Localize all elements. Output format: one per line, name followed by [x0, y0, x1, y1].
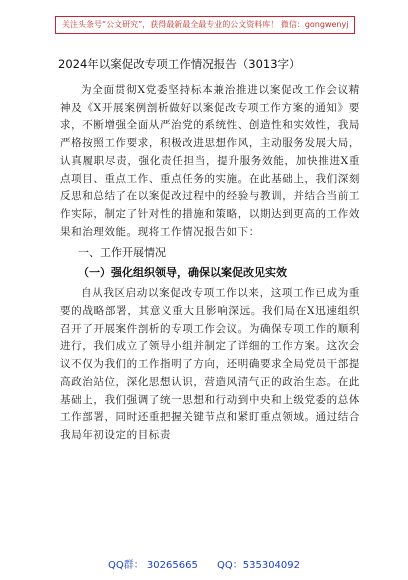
footer-qq: QQ：535304092 [217, 560, 301, 571]
footer-contact [0, 559, 408, 573]
document-title: 2024年以案促改专项工作情况报告（3013字） [58, 57, 301, 71]
document-body [60, 56, 360, 445]
footer-qq-group: QQ群： 30265665 [107, 560, 198, 571]
intro-paragraph: 为全面贯彻X党委坚持标本兼治推进以案促改工作会议精神及《X开展案例剖析做好以案促改专项工作方案的通知》要求，不断增强全面从严治党的系统性、创造性和实效性，我局严格按照工作要求，积极改进思想作风，主动服务发展大局，认真履职尽责，强化责任担当，提升服务效能，加快推进X重点项目、重点工作、重点任务的实施。在此基础上，我们深刻反思和总结了在以案促改过程中的经验与教训，并结合当前工作实际，制定了针对性的措施和策略，以期达到更高的工作效果和治理效能。现将工作情况报告如下： [60, 84, 360, 238]
subsection-paragraph: 自从我区启动以案促改专项工作以来，这项工作已成为重要的战略部署，其意义重大且影响深远。我们局在X迅速组织召开了开展案件剖析的专项工作会议。为确保专项工作的顺利进行，我们成立了领导小组并制定了详细的工作方案。这次会议不仅为我们的工作指明了方向，还明确要求全局党员干部提高政治站位，深化思想认识，营造风清气正的政治生态。在此基础上，我们强调了统一思想和行动到中央和上级党委的总体工作部署，同时还重把握关键节点和紧盯重点领域。通过结合我局年初设定的目标责 [60, 287, 360, 441]
section-heading: 一、工作开展情况 [78, 246, 166, 260]
subsection-heading: （一）强化组织领导，确保以案促改见实效 [78, 266, 287, 280]
header-banner: 关注头条号“公文研究”，获得最新最全最专业的公文资料库！ 微信：gongwenyj [55, 16, 355, 34]
